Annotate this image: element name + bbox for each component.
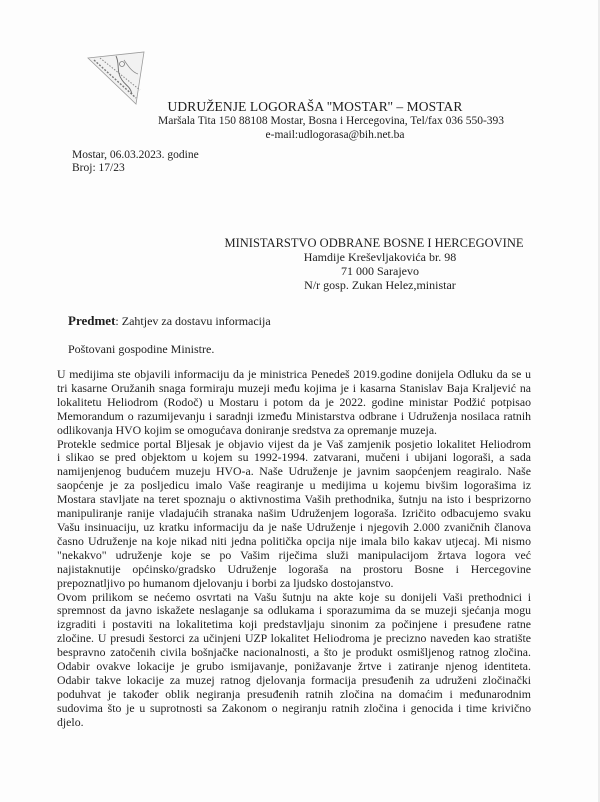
organization-address: Maršala Tita 150 88108 Mostar, Bosna i Hercegovina, Tel/fax 036 550-393	[158, 115, 505, 127]
recipient-city: 71 000 Sarajevo	[341, 264, 419, 278]
triangle-emblem-icon	[86, 50, 148, 106]
subject-text: : Zahtjev za dostavu informacija	[115, 314, 271, 328]
letter-meta	[72, 149, 199, 175]
body-line: djelo.	[57, 715, 84, 729]
body-line: Mostara stavljate na teret spoznaju o aktivnostima Vaših prethodnika, šutnju na isto i besprizorno	[57, 493, 531, 507]
body-line: časno Udruženje na koje nikad niti jedna politička opcija nije imala bilo kakav utjecaj. Mi nismo	[57, 534, 531, 548]
letterhead	[150, 99, 505, 142]
body-line: namijenjenog budućem muzeju HVO-a. Naše Udruženje je javnim saopćenjem reagiralo. Naše	[57, 465, 531, 479]
organization-name: UDRUŽENJE LOGORAŠA ''MOSTAR'' – MOSTAR	[167, 99, 463, 114]
letter-body	[57, 368, 531, 730]
body-line: Odabir takve lokacije za muzej ratnog djelovanja formacija presuđenih za udruženi zločinački	[57, 673, 531, 687]
body-line: "nekakvo" udruženje koje se po Vašim riječima služi manipulacijom žrtava logora već	[57, 548, 531, 562]
recipient-attention: N/r gosp. Zukan Helez,ministar	[304, 278, 456, 292]
body-line: Vašu insinuaciju, uz kratku informaciju da je naše Udruženje i njegovih 2.000 zvaničnih članova	[57, 520, 531, 534]
recipient-block	[224, 236, 530, 292]
body-line: poduhvat je također oblik negiranja presuđenih ratnih zločina na domaćim i međunarodnim	[57, 687, 531, 701]
body-line: spremnost da javno iskažete neslaganje sa odlukama i sporazumima da se muzeji sjećanja mogu	[57, 604, 531, 618]
body-line: U medijima ste objavili informaciju da je ministrica Penedeš 2019.godine donijela Odluku da se u	[57, 368, 531, 381]
greeting: Poštovani gospodine Ministre.	[68, 342, 215, 356]
reference-number: Broj: 17/23	[72, 162, 125, 174]
body-line: manipuliranje ranije vladajućih stranaka našim Udruženjem logoraša. Izričito odbacujemo svaku	[57, 507, 531, 521]
body-line: Memorandum o razumijevanju i saradnji između Ministarstva odbrane i Udruženja nosilaca ratnih	[57, 409, 531, 423]
body-line: Odabir ovakve lokacije je grubo ismijavanje, ponižavanje žrtve i zatiranje njenog identiteta.	[57, 660, 531, 674]
body-line: zločine. U presudi šestorci za učinjeni UZP lokalitet Heliodroma je precizno naveden kao stratište	[57, 632, 531, 646]
body-line: odlikovanja HVO kojim se omogućava doniranje sredstva za opremanje muzeja.	[57, 423, 438, 437]
body-line: Ovom prilikom se nećemo osvrtati na Vašu šutnju na akte koje su donijeli Vaši prethodnici i	[57, 590, 531, 604]
recipient-ministry: MINISTARSTVO ODBRANE BOSNE I HERCEGOVINE	[224, 236, 524, 250]
body-line: bespravno zatočenih civila bošnjačke nacionalnosti, a što je produkt osmišljenog ratnog zločina.	[57, 646, 531, 660]
subject-line	[68, 313, 271, 329]
body-line: saopćenje je za posljedicu imalo Vaše reagiranje u medijima u kojemu bivšim logorašima iz	[57, 479, 531, 493]
subject-label: Predmet	[68, 313, 116, 328]
body-line: najistaknutije općinsko/gradsko Udruženje logoraša na prostoru Bosne i Hercegovine	[57, 562, 531, 576]
body-line: izgraditi i postaviti na lokalitetima koji predstavljaju sinonim za počinjene i presuđene ratne	[57, 618, 531, 632]
body-line: Protekle sedmice portal Bljesak je objavio vijest da je Vaš zamjenik posjetio lokalitet Heliodrom	[57, 437, 531, 451]
body-line: prepoznatljivo po humanom djelovanju i borbi za ljudsko dostojanstvo.	[57, 576, 394, 590]
recipient-street: Hamdije Kreševljakovića br. 98	[303, 250, 457, 264]
body-line: lokalitetu Heliodrom (Rodoč) u Mostaru i potom da je 2022. godine ministar Podžić potpisao	[57, 395, 531, 409]
organization-email: e-mail:udlogorasa@bih.net.ba	[265, 129, 405, 141]
body-line: tri kasarne Oružanih snaga formiraju muzeji među kojima je i kasarna Stanislav Baja Kraljević na	[57, 381, 531, 395]
body-line: sudovima što je u suprotnosti sa Zakonom o negiranju ratnih zločina i genocida i time krivično	[57, 701, 531, 715]
body-line: i slikao se pred objektom u kojem su 1992-1994. zatvarani, mučeni i ubijani logoraši, a sada	[57, 451, 531, 465]
place-date: Mostar, 06.03.2023. godine	[72, 149, 199, 161]
